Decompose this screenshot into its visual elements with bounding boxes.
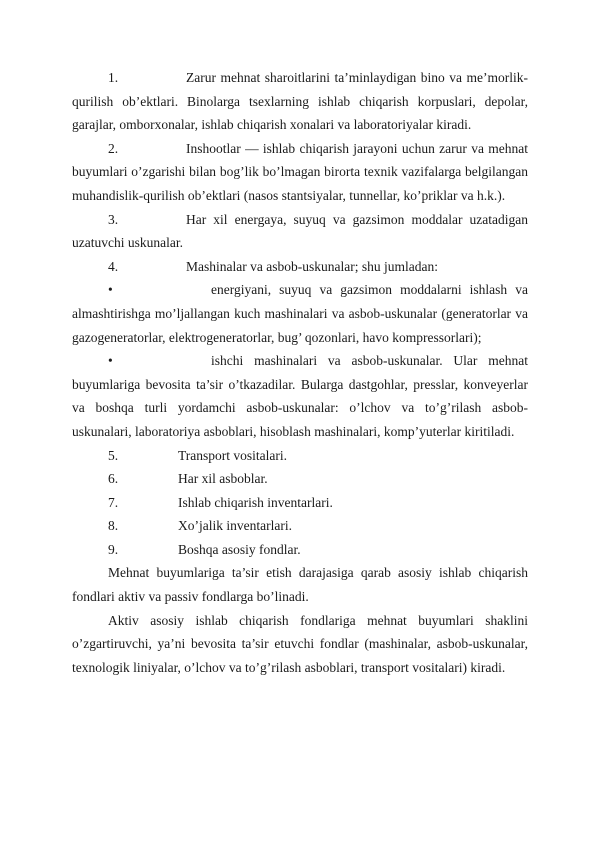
list-item bbox=[72, 467, 528, 491]
item-number: 3. bbox=[108, 211, 119, 227]
bullet-item bbox=[72, 278, 528, 349]
list-item bbox=[72, 491, 528, 515]
item-text: Inshootlar — ishlab chiqarish jarayoni uchun zarur va mehnat buyumlari o’zgarishi bilan bog’lik bo’lmagan birorta texnik vazifalarga belgilangan muhandislik-qurilish ob’ektlari (nasos stantsiyalar, tunnellar, ko’priklar va h.k.). bbox=[72, 140, 528, 203]
item-number: 8. bbox=[108, 518, 119, 534]
list-item bbox=[72, 137, 528, 208]
list-item bbox=[72, 255, 528, 279]
item-text: Mashinalar va asbob-uskunalar; shu jumladan: bbox=[186, 258, 438, 274]
item-number: 4. bbox=[108, 258, 119, 274]
bullet-icon: • bbox=[108, 353, 113, 369]
item-number: 5. bbox=[108, 447, 119, 463]
bullet-text: energiyani, suyuq va gazsimon moddalarni ishlash va almashtirishga mo’ljallangan kuch mashinalari va asbob-uskunalar (generatorlar va gazogeneratorlar, elektrogeneratorlar, bug’ qozonlari, havo kompressorlari); bbox=[72, 282, 528, 345]
item-text: Transport vositalari. bbox=[178, 447, 287, 463]
list-item bbox=[72, 208, 528, 255]
item-number: 1. bbox=[108, 70, 119, 85]
item-number: 2. bbox=[108, 140, 119, 156]
item-text: Xo’jalik inventarlari. bbox=[178, 518, 292, 534]
bullet-item bbox=[72, 349, 528, 443]
list-item bbox=[72, 444, 528, 468]
list-item bbox=[72, 538, 528, 562]
bullet-text: ishchi mashinalari va asbob-uskunalar. Ular mehnat buyumlariga bevosita ta’sir o’tkazadilar. Bulargа dastgohlar, presslar, konveyerlar va boshqa turli yordamchi asbob-uskunalar: o’lchov va to’g’rilash asbob- uskunalari, laboratoriya asboblari, hisoblash mashinalari, komp’yuterlar kiritiladi. bbox=[72, 353, 528, 439]
bullet-icon: • bbox=[108, 282, 113, 298]
list-item bbox=[72, 66, 528, 137]
item-number: 7. bbox=[108, 494, 119, 510]
item-text: Har xil asboblar. bbox=[178, 471, 268, 487]
paragraph: Aktiv asosiy ishlab chiqarish fondlariga mehnat buyumlari shaklini o’zgartiruvchi, ya’ni bevosita ta’sir etuvchi fondlar (mashinalar, asbob-uskunalar, texnologik liniyalar, o’lchov va to’g’rilash asboblari, transport vositalari) kiradi. bbox=[72, 612, 528, 675]
paragraph: Mehnat buyumlariga ta’sir etish darajasiga qarab asosiy ishlab chiqarish fondlari aktiv va passiv fondlarga bo’linadi. bbox=[72, 565, 528, 605]
document-body bbox=[72, 66, 528, 679]
item-text: Har xil energaya, suyuq va gazsimon moddalar uzatadigan uzatuvchi uskunalar. bbox=[72, 211, 528, 251]
list-item bbox=[72, 514, 528, 538]
item-number: 9. bbox=[108, 541, 119, 557]
item-text: Boshqa asosiy fondlar. bbox=[178, 541, 301, 557]
item-text: Ishlab chiqarish inventarlari. bbox=[178, 494, 333, 510]
item-text: Zarur mehnat sharoitlarini ta’minlaydigan bino va me’morlik-qurilish ob’ektlari. Binolarga tsexlarning ishlab chiqarish korpuslari, depolar, garajlar, omborxonalar, ishlab chiqarish xonalari va laboratoriyalar kiradi. bbox=[72, 70, 528, 133]
item-number: 6. bbox=[108, 471, 119, 487]
